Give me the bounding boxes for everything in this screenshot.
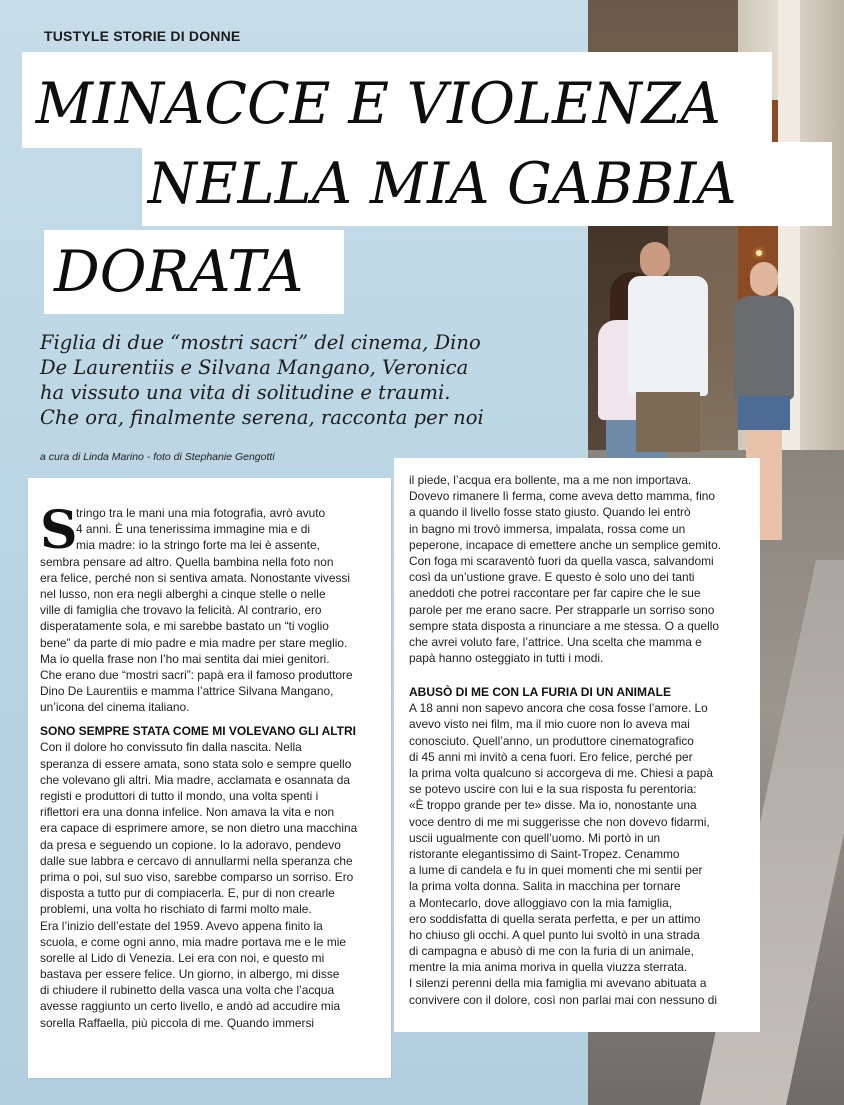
text-line: Con foga mi scaraventò fuori da quella vasca, salvandomi xyxy=(409,553,714,568)
text-column-1 xyxy=(28,478,391,1078)
text-line: registi e produttori di tutto il mondo, una volta spenti i xyxy=(40,789,319,803)
text-line: era capace di esprimere amore, se non dietro una macchina xyxy=(40,821,358,836)
text-line: la prima volta donna. Salita in macchina per tornare xyxy=(409,879,681,894)
text-line: scuola, e come ogni anno, mia madre portava me e le mie xyxy=(40,934,347,949)
text-line: prima o poi, sul suo viso, sarebbe comparso un sorriso. Ero xyxy=(40,869,354,884)
text-line: a lume di candela e fu in quei momenti che mi sentii per xyxy=(409,863,703,878)
text-line: ville di famiglia che trovavo la felicità. Al contrario, ero xyxy=(40,603,322,618)
section-kicker: TUSTYLE STORIE DI DONNE xyxy=(44,28,241,44)
text-line: Dovevo rimanere lì ferma, come aveva detto mamma, fino xyxy=(409,489,715,504)
photo-man-legs xyxy=(636,392,700,452)
text-line: conosciuto. Quell’anno, un produttore cinematografico xyxy=(409,733,694,748)
photo-woman2-shorts xyxy=(738,396,790,430)
lead-paragraph xyxy=(40,330,580,430)
lead-line: Che ora, finalmente serena, racconta per noi xyxy=(40,406,484,429)
text-line: parole per me erano sacre. Per strapparle un sorriso sono xyxy=(409,602,715,617)
text-line: il piede, l’acqua era bollente, ma a me non importava. xyxy=(409,473,692,487)
text-line: Che erano due “mostri sacri”: papà era il famoso produttore xyxy=(40,667,353,682)
text-line: bene” da parte di mio padre e mia madre per stare meglio. xyxy=(40,635,348,650)
text-line: mentre la mia anima moriva in quella viuzza sterrata. xyxy=(409,960,688,975)
text-line: sorelle al Lido di Venezia. Lei era con noi, e questo mi xyxy=(40,950,325,965)
text-line: peperone, incapace di emettere anche un semplice gemito. xyxy=(409,537,721,552)
text-line: disperatamente sola, e mi sarebbe bastato un “ti voglio xyxy=(40,619,329,634)
text-line: da presa e seguendo un copione. Io la adoravo, pendevo xyxy=(40,837,341,852)
text-line: speranza di essere amata, sono stata solo e sempre quello xyxy=(40,756,352,771)
text-line: disposta a tutto pur di compiacerla. E, pur di non crearle xyxy=(40,886,335,901)
text-line: di chiudere il rubinetto della vasca una volta che l’acqua xyxy=(40,983,335,998)
text-line: era felice, perché non si sentiva amata. Nonostante vivessi xyxy=(40,570,350,585)
text-line: Era l’inizio dell’estate del 1959. Avevo appena finito la xyxy=(40,918,323,933)
title-line-2: NELLA MIA GABBIA xyxy=(147,151,737,217)
credits: a cura di Linda Marino - foto di Stephanie Gengotti xyxy=(40,451,275,463)
text-line: sembra pensare ad altro. Quella bambina nella foto non xyxy=(40,554,334,569)
text-line: 4 anni. È una tenerissima immagine mia e di xyxy=(76,522,310,537)
photo-man xyxy=(628,276,708,396)
text-line: che volevano gli altri. Mia madre, acclamata e osannata da xyxy=(40,772,350,787)
lead-line: De Laurentiis e Silvana Mangano, Veronica xyxy=(40,356,469,379)
title-line-1-box xyxy=(22,52,772,148)
title-line-3-box xyxy=(44,230,344,314)
text-line: avesse raggiunto un certo livello, e andò ad accudire mia xyxy=(40,999,341,1014)
text-line: sempre stata disposta a rinunciare a me stessa. O a quello xyxy=(409,618,719,633)
column-1-text xyxy=(40,500,381,1031)
text-line: tringo tra le mani una mia fotografia, avrò avuto xyxy=(76,506,326,520)
dropcap: S xyxy=(40,500,78,561)
photo-woman2-head xyxy=(750,262,778,296)
text-line: avevo visto nei film, ma il mio cuore non lo aveva mai xyxy=(409,717,690,732)
text-line: di 45 anni mi invitò a cena fuori. Ero felice, perché per xyxy=(409,749,693,764)
text-line: a quando il livello fosse stato giusto. Quando lei entrò xyxy=(409,505,691,520)
text-line: A 18 anni non sapevo ancora che cosa fosse l’amore. Lo xyxy=(409,701,708,716)
text-line: aneddoti che potrei raccontare per far capire che le sue xyxy=(409,586,701,601)
photo-light xyxy=(756,250,762,256)
lead-line: ha vissuto una vita di solitudine e traumi. xyxy=(40,381,451,404)
text-line: papà hanno osteggiato in tutti i modi. xyxy=(409,651,604,666)
section-heading: SONO SEMPRE STATA COME MI VOLEVANO GLI ALTRI xyxy=(40,724,357,739)
text-line: I silenzi perenni della mia famiglia mi avevano abituata a xyxy=(409,976,707,991)
photo-woman2 xyxy=(734,296,794,400)
text-line: convivere con il dolore, così non parlai mai con nessuno di xyxy=(409,992,718,1007)
text-line: ho chiuso gli occhi. A quel punto lui svoltò in una strada xyxy=(409,927,700,942)
text-line: mia madre: io la stringo forte ma lei è assente, xyxy=(76,538,320,553)
text-line: ristorante elegantissimo di Saint-Tropez. Cenammo xyxy=(409,846,680,861)
text-line: la prima volta qualcuno si accorgeva di me. Chiesi a papà xyxy=(409,766,714,780)
text-line: sorella Raffaella, più piccola di me. Quando immersi xyxy=(40,1015,315,1030)
text-line: che avrei voluto fare, l’attrice. Una scelta che mamma e xyxy=(409,634,702,649)
text-line: Dino De Laurentiis e mamma l’attrice Silvana Mangano, xyxy=(40,684,334,699)
spacer xyxy=(409,666,750,676)
text-line: di campagna e abusò di me con la furia di un animale, xyxy=(409,944,694,959)
text-line: uscii ugualmente con quell’uomo. Mi portò in un xyxy=(409,830,661,845)
text-line: bastava per essere felice. Un giorno, in albergo, mi disse xyxy=(40,967,340,982)
text-line: Ma io quella frase non l’ho mai sentita dai miei genitori. xyxy=(40,651,330,666)
title-line-1: MINACCE E VIOLENZA xyxy=(35,71,721,137)
text-line: in bagno mi trovò immersa, impalata, rossa come un xyxy=(409,521,686,536)
photo-man-head xyxy=(640,242,670,278)
text-line: riflettori era una donna infelice. Non amava la vita e non xyxy=(40,805,335,820)
text-line: dalle sue labbra e cercavo di annullarmi nella speranza che xyxy=(40,853,353,868)
title-line-3: DORATA xyxy=(54,239,304,305)
text-column-2 xyxy=(394,458,760,1032)
text-line: un’icona del cinema italiano. xyxy=(40,700,190,715)
title-line-2-box xyxy=(142,142,832,226)
text-line: così da un’ustione grave. E questo è solo uno dei tanti xyxy=(409,570,695,585)
section-heading: ABUSÒ DI ME CON LA FURIA DI UN ANIMALE xyxy=(409,685,671,700)
text-line: «È troppo grande per te» disse. Ma io, nonostante una xyxy=(409,798,697,813)
text-line: se potevo uscire con lui e la sua risposta fu perentoria: xyxy=(409,782,697,797)
text-line: a Montecarlo, dove alloggiavo con la mia famiglia, xyxy=(409,895,673,910)
text-line: voce dentro di me mi suggerisse che non dovevo fidarmi, xyxy=(409,814,710,829)
lead-line: Figlia di due “mostri sacri” del cinema, Dino xyxy=(40,331,481,354)
text-line: Con il dolore ho convissuto fin dalla nascita. Nella xyxy=(40,740,302,755)
text-line: problemi, una volta ho rischiato di farmi molto male. xyxy=(40,902,312,917)
text-line: ero soddisfatta di quella serata perfetta, e per un attimo xyxy=(409,911,701,926)
text-line: nel lusso, non era negli alberghi a cinque stelle o nelle xyxy=(40,586,326,601)
column-2-text xyxy=(409,472,750,1008)
